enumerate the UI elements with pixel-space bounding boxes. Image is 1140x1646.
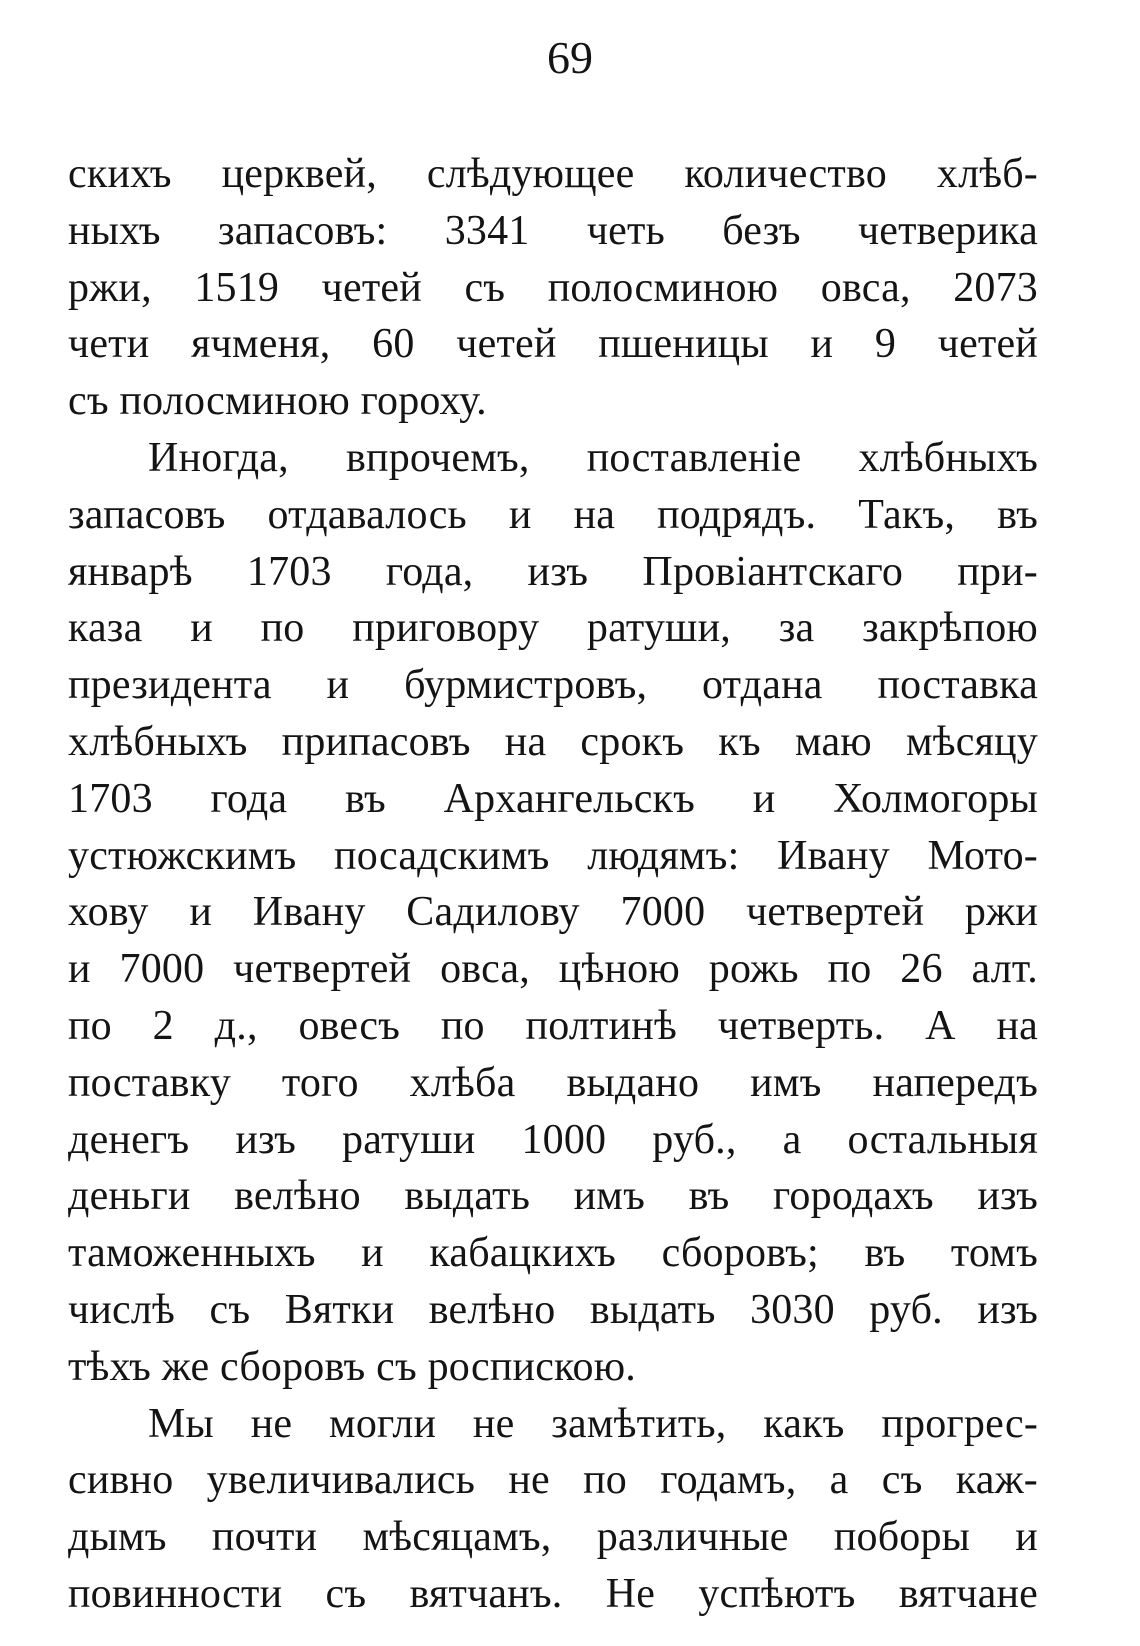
text-line: и 7000 четвертей овса, цѣною рожь по 26 алт.	[68, 946, 1038, 993]
text-line: числѣ съ Вятки велѣно выдать 3030 руб. изъ	[68, 1286, 1038, 1333]
text-line: скихъ церквей, слѣдующее количество хлѣб-	[68, 151, 1038, 197]
text-line: президента и бурмистровъ, отдана поставка	[68, 662, 1038, 709]
text-line: ныхъ запасовъ: 3341 четь безъ четверика	[68, 207, 1038, 254]
text-line: Иногда, впрочемъ, поставленіе хлѣбныхъ	[148, 434, 1038, 481]
page-number: 69	[547, 32, 593, 83]
text-line: денегъ изъ ратуши 1000 руб., а остальныя	[68, 1116, 1038, 1163]
text-line: хову и Ивану Садилову 7000 четвертей ржи	[68, 889, 1038, 936]
text-line: хлѣбныхъ припасовъ на срокъ къ маю мѣсяцу	[68, 718, 1038, 765]
text-line: тѣхъ же сборовъ съ роспискою.	[68, 1343, 637, 1390]
text-line: устюжскимъ посадскимъ людямъ: Ивану Мото-	[68, 832, 1038, 879]
body-text	[68, 146, 1038, 1623]
text-line: 1703 года въ Архангельскъ и Холмогоры	[68, 775, 1038, 822]
text-line: дымъ почти мѣсяцамъ, различные поборы и	[68, 1514, 1038, 1561]
text-line: деньги велѣно выдать имъ въ городахъ изъ	[68, 1173, 1038, 1220]
text-line: повинности съ вятчанъ. Не успѣютъ вятчане	[68, 1570, 1038, 1617]
text-line: Мы не могли не замѣтить, какъ прогрес-	[148, 1400, 1038, 1447]
text-line: сивно увеличивались не по годамъ, а съ каж-	[68, 1457, 1038, 1504]
text-line: таможенныхъ и кабацкихъ сборовъ; въ томъ	[68, 1230, 1038, 1277]
text-line: по 2 д., овесъ по полтинѣ четверть. А на	[68, 1002, 1038, 1049]
text-line: съ полосминою гороху.	[68, 378, 487, 425]
text-line: каза и по приговору ратуши, за закрѣпою	[68, 605, 1038, 652]
text-line: поставку того хлѣба выдано имъ напередъ	[68, 1059, 1038, 1106]
text-line: запасовъ отдавалось и на подрядъ. Такъ, въ	[68, 491, 1038, 538]
text-line: ржи, 1519 четей съ полосминою овса, 2073	[68, 264, 1038, 311]
text-line: январѣ 1703 года, изъ Провіантскаго при-	[68, 548, 1038, 595]
text-line: чети ячменя, 60 четей пшеницы и 9 четей	[68, 321, 1038, 368]
